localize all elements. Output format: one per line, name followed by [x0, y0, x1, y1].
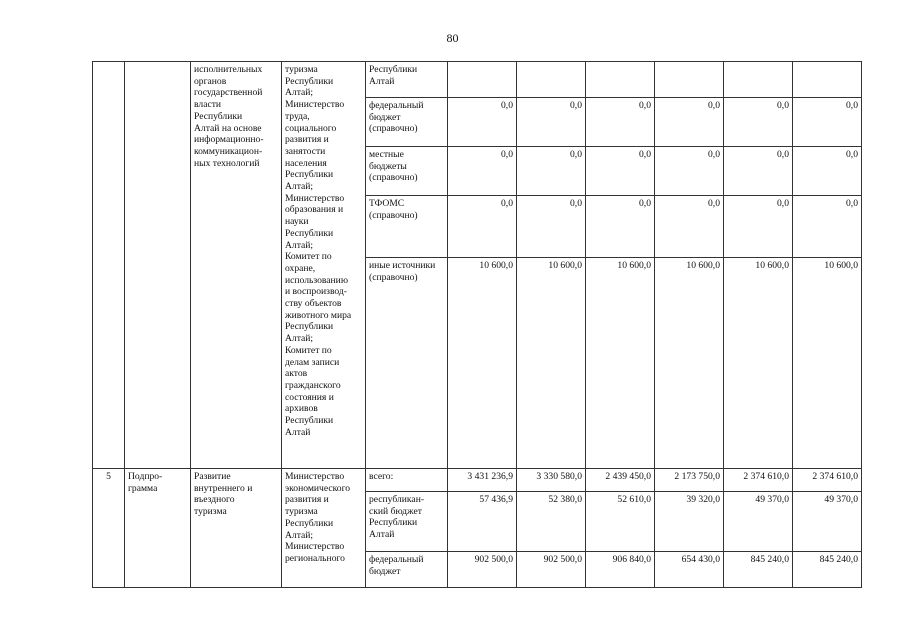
funding-source-cell: всего: — [366, 469, 448, 492]
value-cell: 52 380,0 — [517, 492, 586, 552]
executors-cell: Министерство экономического развития и туризма Республики Алтай; Министерство регионального — [282, 469, 366, 588]
value-cell — [448, 62, 517, 98]
value-cell: 2 439 450,0 — [586, 469, 655, 492]
value-cell: 0,0 — [517, 98, 586, 147]
funding-source-cell: республикан- ский бюджет Республики Алтай — [366, 492, 448, 552]
value-cell: 906 840,0 — [586, 552, 655, 588]
co-executors-cell: туризма Республики Алтай; Министерство труда, социального развития и занятости населения Республики Алтай; Министерство образования и науки Республики Алтай; Комитет по охране, использованию и воспроизвод- ству объектов животного мира Республики Алтай; Комитет по делам записи актов гражданского состояния и архивов Республики Алтай — [282, 62, 366, 469]
value-cell: 3 431 236,9 — [448, 469, 517, 492]
value-cell: 10 600,0 — [724, 258, 793, 469]
value-cell: 57 436,9 — [448, 492, 517, 552]
value-cell: 0,0 — [655, 98, 724, 147]
funding-source-cell: Республики Алтай — [366, 62, 448, 98]
value-cell — [655, 62, 724, 98]
value-cell: 10 600,0 — [517, 258, 586, 469]
value-cell: 2 374 610,0 — [793, 469, 862, 492]
funding-source-cell: федеральный бюджет — [366, 552, 448, 588]
value-cell — [724, 62, 793, 98]
row-number-cell: 5 — [93, 469, 125, 588]
value-cell: 0,0 — [793, 98, 862, 147]
value-cell: 902 500,0 — [517, 552, 586, 588]
value-cell: 3 330 580,0 — [517, 469, 586, 492]
funding-source-cell: федеральный бюджет (справочно) — [366, 98, 448, 147]
value-cell: 0,0 — [448, 147, 517, 196]
value-cell — [517, 62, 586, 98]
value-cell: 0,0 — [586, 98, 655, 147]
value-cell: 0,0 — [724, 147, 793, 196]
value-cell: 0,0 — [517, 147, 586, 196]
funding-source-cell: ТФОМС (справочно) — [366, 196, 448, 258]
value-cell: 845 240,0 — [724, 552, 793, 588]
value-cell: 0,0 — [517, 196, 586, 258]
value-cell: 2 374 610,0 — [724, 469, 793, 492]
value-cell: 10 600,0 — [655, 258, 724, 469]
value-cell: 49 370,0 — [793, 492, 862, 552]
budget-table — [92, 61, 862, 588]
value-cell: 0,0 — [448, 98, 517, 147]
value-cell: 49 370,0 — [724, 492, 793, 552]
value-cell: 845 240,0 — [793, 552, 862, 588]
value-cell: 2 173 750,0 — [655, 469, 724, 492]
funding-source-cell: местные бюджеты (справочно) — [366, 147, 448, 196]
table-row — [93, 62, 862, 98]
value-cell: 0,0 — [586, 196, 655, 258]
value-cell — [586, 62, 655, 98]
subprogram-name-cell: Развитие внутреннего и въездного туризма — [191, 469, 282, 588]
value-cell: 0,0 — [655, 196, 724, 258]
status-cell: Подпро- грамма — [125, 469, 191, 588]
value-cell: 10 600,0 — [793, 258, 862, 469]
value-cell: 0,0 — [448, 196, 517, 258]
status-cell — [125, 62, 191, 469]
funding-source-cell: иные источники (справочно) — [366, 258, 448, 469]
value-cell: 0,0 — [586, 147, 655, 196]
value-cell: 0,0 — [724, 98, 793, 147]
value-cell — [793, 62, 862, 98]
value-cell: 0,0 — [724, 196, 793, 258]
value-cell: 52 610,0 — [586, 492, 655, 552]
table-row — [93, 469, 862, 492]
value-cell: 10 600,0 — [448, 258, 517, 469]
page-number: 80 — [446, 31, 459, 45]
value-cell: 654 430,0 — [655, 552, 724, 588]
value-cell: 39 320,0 — [655, 492, 724, 552]
value-cell: 0,0 — [655, 147, 724, 196]
responsible-executor-cell: исполнительных органов государственной власти Республики Алтай на основе информационно- коммуникацион- ных технологий — [191, 62, 282, 469]
value-cell: 0,0 — [793, 196, 862, 258]
value-cell: 10 600,0 — [586, 258, 655, 469]
value-cell: 902 500,0 — [448, 552, 517, 588]
number-cell — [93, 62, 125, 469]
value-cell: 0,0 — [793, 147, 862, 196]
